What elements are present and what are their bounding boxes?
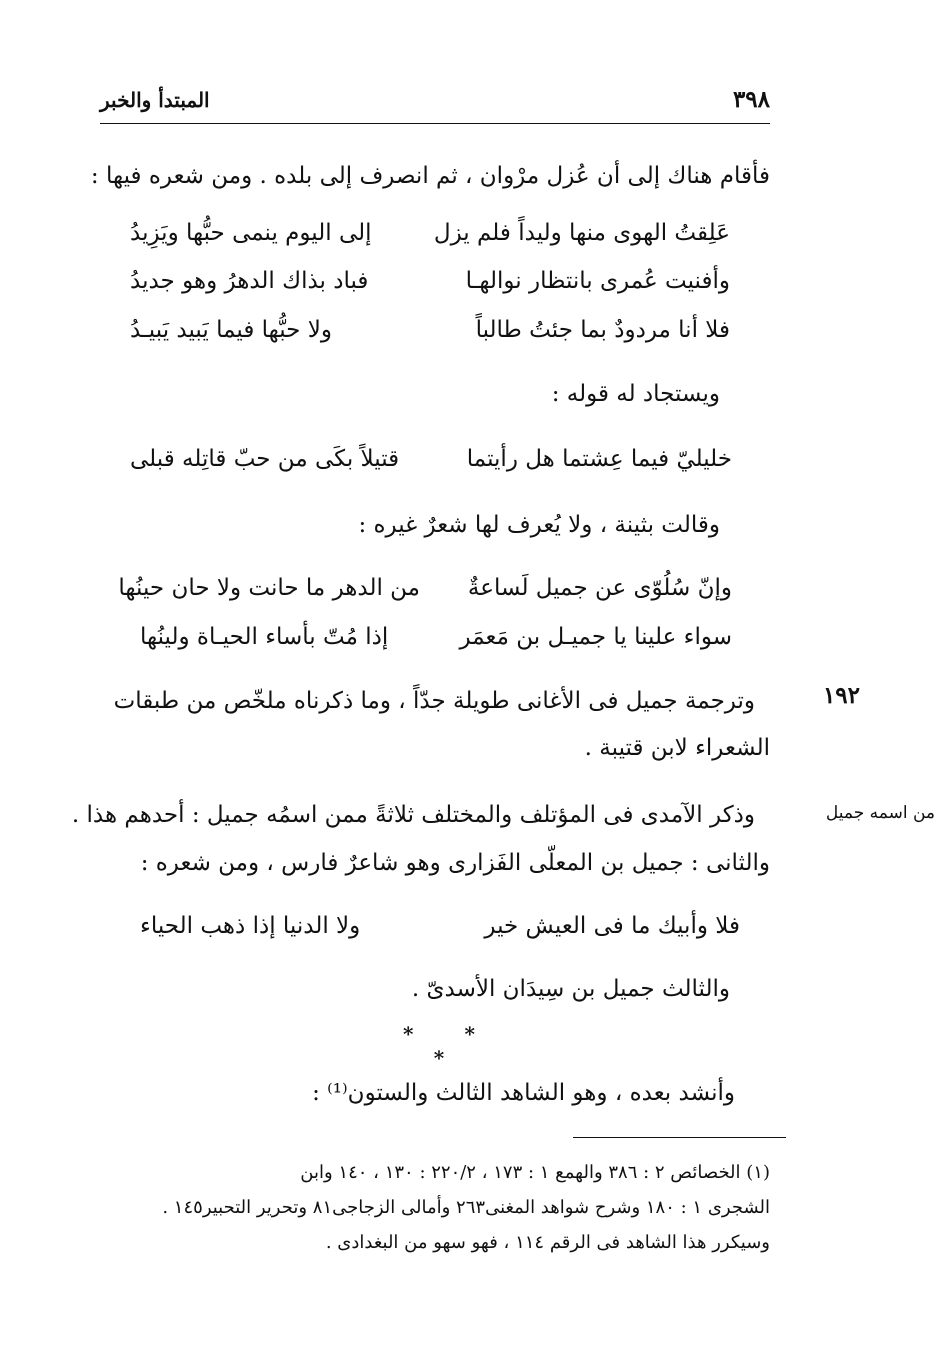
- verse-4-left: قتيلاً بكَى من حبّ قاتِله قبلى: [130, 446, 400, 472]
- verse-6-right: سواء علينا يا جميـل بن مَعمَر: [459, 624, 732, 650]
- running-title: المبتدأ والخبر: [100, 88, 210, 112]
- verse-5-left: من الدهر ما حانت ولا حان حينُها: [118, 575, 420, 601]
- verse-6-left: إذا مُتّ بأساء الحيـاة ولينُها: [140, 624, 389, 650]
- verse-2-left: فباد بذاك الدهرُ وهو جديدُ: [130, 268, 369, 294]
- header-rule: [100, 123, 770, 124]
- verse-7-right: فلا وأبيك ما فى العيش خير: [484, 913, 740, 939]
- verse-3-left: ولا حبُّها فيما يَبيد يَبيـدُ: [130, 317, 332, 343]
- verse-5-right: وإنّ سُلُوّى عن جميل لَساعةٌ: [467, 575, 732, 601]
- para-5-line-1: وذكر الآمدى فى المؤتلف والمختلف ثلاثةً ممن اسمُه جميل : أحدهم هذا .: [71, 802, 755, 828]
- page-number: ٣٩٨: [732, 86, 770, 113]
- footnote-line-2: الشجرى ١ : ١٨٠ وشرح شواهد المغنى٢٦٣ وأمالى الزجاجى٨١ وتحرير التحبير١٤٥ .: [162, 1197, 770, 1218]
- verse-3-right: فلا أنا مردودٌ بما جئتُ طالباً: [475, 317, 730, 343]
- para-4-line-1: وترجمة جميل فى الأغانى طويلة جدّاً ، وما ذكرناه ملخّص من طبقات: [113, 688, 755, 714]
- line-2: ويستجاد له قوله :: [551, 381, 720, 407]
- verse-4-right: خليليّ فيما عِشتما هل رأيتما: [466, 446, 732, 472]
- verse-1-right: عَلِقتُ الهوى منها وليداً فلم يزل: [433, 220, 730, 246]
- footnote-line-1: (١) الخصائص ٢ : ٣٨٦ والهمع ١ : ١٧٣ ، ٢٢٠/٢ : ١٣٠ ، ١٤٠ وابن: [300, 1162, 770, 1183]
- verse-2-right: وأفنيت عُمرى بانتظار نوالهـا: [465, 268, 730, 294]
- margin-note: من اسمه جميل: [825, 803, 935, 823]
- para-4-line-2: الشعراء لابن قتيبة .: [584, 735, 770, 761]
- verse-7-left: ولا الدنيا إذا ذهب الحياء: [140, 913, 361, 939]
- section-number: ١٩٢: [822, 682, 860, 709]
- para-7: وأنشد بعده ، وهو الشاهد الثالث والستون⁽¹⁾ :: [312, 1080, 735, 1106]
- para-5-line-2: والثانى : جميل بن المعلّى الفَزارى وهو شاعرٌ فارس ، ومن شعره :: [140, 850, 770, 876]
- para-6: والثالث جميل بن سِيدَان الأسدىّ .: [411, 976, 730, 1002]
- section-separator: * * *: [403, 1022, 497, 1070]
- intro-line: فأقام هناك إلى أن عُزل مرْوان ، ثم انصرف إلى بلده . ومن شعره فيها :: [90, 163, 770, 189]
- verse-1-left: إلى اليوم ينمى حبُّها ويَزِيدُ: [130, 220, 372, 246]
- line-3: وقالت بثينة ، ولا يُعرف لها شعرٌ غيره :: [358, 512, 720, 538]
- footnote-line-3: وسيكرر هذا الشاهد فى الرقم ١١٤ ، فهو سهو من البغدادى .: [325, 1232, 770, 1253]
- footnote-rule: [573, 1137, 786, 1138]
